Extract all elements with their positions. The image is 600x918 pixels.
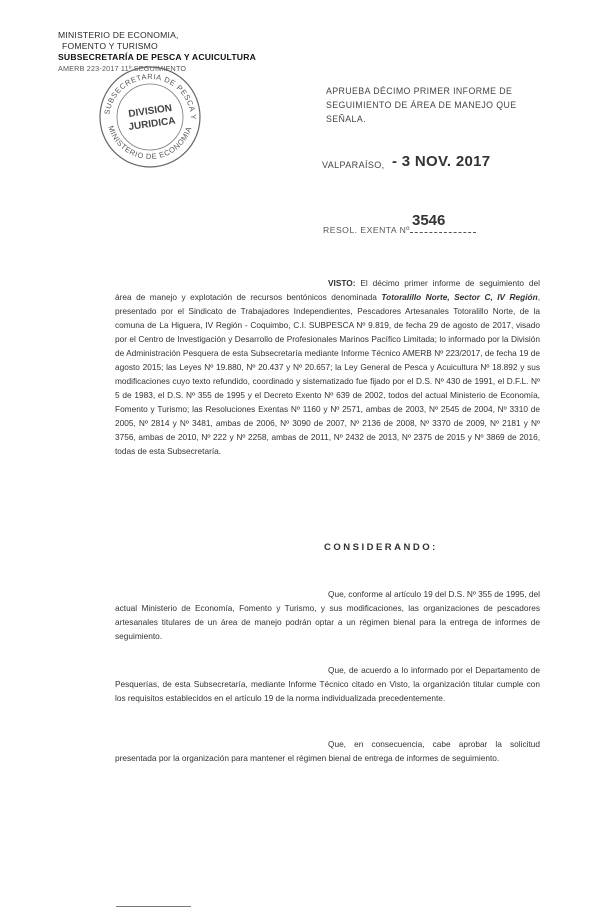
ministry-line-2: FOMENTO Y TURISMO <box>62 41 158 51</box>
stamp-center-line-2: JURIDICA <box>127 115 177 134</box>
subject-line-1: APRUEBA DÉCIMO PRIMER INFORME DE <box>326 86 513 96</box>
considerando-text-3: Que, en consecuencia, cabe aprobar la solicitud presentada por la organización para mantener el régimen bienal de entrega de informes de seguimiento. <box>115 739 540 763</box>
considerando-paragraph-2 <box>115 663 540 705</box>
date-stamp: - 3 NOV. 2017 <box>392 153 491 170</box>
stamp-ring-top: SUBSECRETARIA DE PESCA Y <box>102 71 199 121</box>
resolution-subject <box>326 84 546 126</box>
file-reference: AMERB 223-2017 11º SEGUIMIENTO <box>58 64 187 73</box>
ministry-line: MINISTERIO DE ECONOMIA, <box>58 30 179 40</box>
considerando-text-1: Que, conforme al artículo 19 del D.S. Nº 355 de 1995, del actual Ministerio de Economía, Fomento y Turismo, y sus modificaciones, las organizaciones de pescadores artesanales titulares de un área de manejo podrán optar a un régimen bienal para la entrega de informes de seguimiento. <box>115 589 540 641</box>
stamp-center-line-1: DIVISION <box>127 102 173 120</box>
resolution-number: 3546 <box>412 212 446 229</box>
considerando-paragraph-1 <box>115 587 540 643</box>
visto-text-1: El décimo primer informe de seguimiento del área de manejo y explotación de recursos bentónicos denominada <box>115 278 540 302</box>
footer-rule <box>116 906 191 907</box>
considerando-heading: CONSIDERANDO: <box>324 542 438 553</box>
subsecretaria-line: SUBSECRETARÍA DE PESCA Y ACUICULTURA <box>58 52 257 62</box>
visto-label: VISTO: <box>328 278 356 288</box>
place-label: VALPARAÍSO, <box>322 160 385 170</box>
visto-text-2: , presentado por el Sindicato de Trabajadores Independientes, Pescadores Artesanales Totoralillo Norte, de la comuna de La Higuera, IV Región - Coquimbo, C.I. SUBPESCA Nº 9.819, de fecha 29 de agosto de 2017, visado por el Centro de Investigación y Desarrollo de Profesionales Marinos Pacífico Limitada; lo informado por la División de Administración Pesquera de esta Subsecretaría mediante Informe Técnico AMERB Nº 223/2017, de fecha 19 de agosto 2015; las Leyes Nº 19.880, Nº 20.437 y Nº 20.657; la Ley General de Pesca y Acuicultura Nº 18.892 y sus modificaciones cuyo texto refundido, coordinado y sistematizado fue fijado por el D.S. Nº 430 de 1991, el D.F.L. Nº 5 de 1983, el D.S. Nº 355 de 1995 y el Decreto Exento Nº 639 de 2002, todos del actual Ministerio de Economía, Fomento y Turismo; las Resoluciones Exentas Nº 1160 y Nº 2571, ambas de 2003, Nº 2545 de 2004, Nº 3310 de 2005, Nº 2814 y Nº 3481, ambas de 2006, Nº 3090 de 2007, Nº 2136 de 2008, Nº 3370 de 2009, Nº 2181 y Nº 3756, ambas de 2010, Nº 222 y Nº 2258, ambas de 2011, Nº 2432 de 2013, Nº 2375 de 2015 y Nº 3869 de 2016, todas de esta Subsecretaría. <box>115 292 540 456</box>
division-juridica-stamp <box>95 62 205 172</box>
resolution-label: RESOL. EXENTA Nº <box>323 225 410 235</box>
considerando-paragraph-3 <box>115 737 540 765</box>
considerando-text-2: Que, de acuerdo a lo informado por el Departamento de Pesquerías, de esta Subsecretaría, mediante Informe Técnico citado en Visto, la organización titular cumple con los requisitos establecidos en el artículo 19 de la norma individualizada precedentemente. <box>115 665 540 703</box>
visto-paragraph <box>115 276 540 458</box>
resolution-number-underline <box>410 232 476 233</box>
stamp-ring-bottom: MINISTERIO DE ECONOMIA <box>106 124 194 162</box>
subject-line-2: SEGUIMIENTO DE ÁREA DE MANEJO QUE SEÑALA. <box>326 100 517 124</box>
area-name: Totoralillo Norte, Sector C, IV Región <box>381 292 538 302</box>
